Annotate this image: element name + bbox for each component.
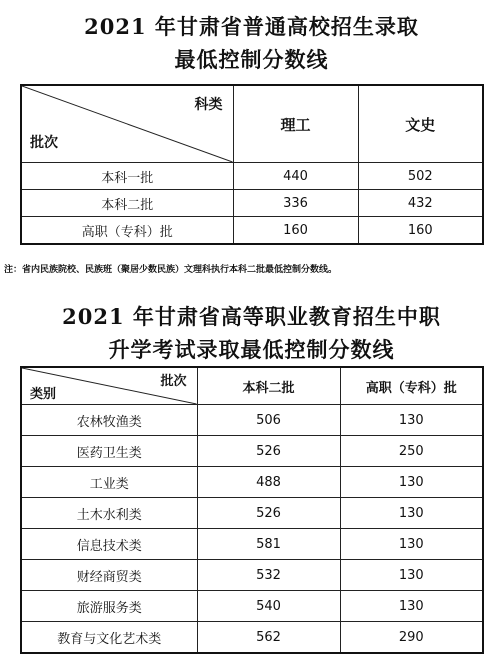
score-cell: 130 bbox=[340, 591, 483, 622]
header-batch-label: 批次 bbox=[30, 135, 58, 151]
row-label: 医药卫生类 bbox=[21, 436, 197, 467]
score-cell: 526 bbox=[197, 436, 340, 467]
row-label: 信息技术类 bbox=[21, 529, 197, 560]
section1-title-line1: 2021 年甘肃省普通高校招生录取 bbox=[84, 14, 419, 39]
row-label: 旅游服务类 bbox=[21, 591, 197, 622]
diagonal-header-cell bbox=[21, 85, 233, 163]
table-row bbox=[21, 163, 483, 190]
score-cell: 532 bbox=[197, 560, 340, 591]
diagonal-header-cell bbox=[21, 367, 197, 405]
score-cell: 440 bbox=[233, 163, 358, 190]
score-cell: 130 bbox=[340, 467, 483, 498]
row-label: 教育与文化艺术类 bbox=[21, 622, 197, 654]
score-cell: 432 bbox=[358, 190, 483, 217]
table-row bbox=[21, 529, 483, 560]
table-row bbox=[21, 560, 483, 591]
score-cell: 130 bbox=[340, 560, 483, 591]
header-category-label: 类别 bbox=[30, 387, 57, 402]
score-cell: 488 bbox=[197, 467, 340, 498]
table-row bbox=[21, 498, 483, 529]
table-header-row bbox=[21, 85, 483, 163]
table-row bbox=[21, 436, 483, 467]
section2-title-line2: 升学考试录取最低控制分数线 bbox=[108, 337, 395, 362]
score-cell: 250 bbox=[340, 436, 483, 467]
column-header: 文史 bbox=[358, 85, 483, 163]
column-header: 高职（专科）批 bbox=[340, 367, 483, 405]
section2-title-line1: 2021 年甘肃省高等职业教育招生中职 bbox=[62, 304, 441, 329]
score-cell: 336 bbox=[233, 190, 358, 217]
table-row bbox=[21, 591, 483, 622]
score-cell: 130 bbox=[340, 405, 483, 436]
column-header: 本科二批 bbox=[197, 367, 340, 405]
score-cell: 540 bbox=[197, 591, 340, 622]
header-category-label: 科类 bbox=[194, 97, 223, 113]
row-label: 财经商贸类 bbox=[21, 560, 197, 591]
score-cell: 506 bbox=[197, 405, 340, 436]
row-label: 工业类 bbox=[21, 467, 197, 498]
row-label: 高职（专科）批 bbox=[21, 217, 233, 245]
column-header: 理工 bbox=[233, 85, 358, 163]
row-label: 本科一批 bbox=[21, 163, 233, 190]
table-row bbox=[21, 190, 483, 217]
row-label: 农林牧渔类 bbox=[21, 405, 197, 436]
row-label: 土木水利类 bbox=[21, 498, 197, 529]
row-label: 本科二批 bbox=[21, 190, 233, 217]
score-cell: 526 bbox=[197, 498, 340, 529]
table-row bbox=[21, 467, 483, 498]
header-batch-label: 批次 bbox=[160, 374, 187, 389]
section1-title-line2: 最低控制分数线 bbox=[174, 47, 329, 72]
score-cell: 581 bbox=[197, 529, 340, 560]
score-cell: 130 bbox=[340, 529, 483, 560]
score-cell: 562 bbox=[197, 622, 340, 654]
table-header-row bbox=[21, 367, 483, 405]
score-cell: 160 bbox=[233, 217, 358, 245]
score-cell: 502 bbox=[358, 163, 483, 190]
undergrad-cutoff-table bbox=[20, 84, 484, 245]
table-row bbox=[21, 217, 483, 245]
table-row bbox=[21, 405, 483, 436]
vocational-cutoff-table bbox=[20, 366, 484, 654]
table-row bbox=[21, 622, 483, 654]
footnote: 注：省内民族院校、民族班（聚居少数民族）文理科执行本科二批最低控制分数线。 bbox=[4, 265, 338, 275]
score-cell: 130 bbox=[340, 498, 483, 529]
score-cell: 290 bbox=[340, 622, 483, 654]
score-cell: 160 bbox=[358, 217, 483, 245]
